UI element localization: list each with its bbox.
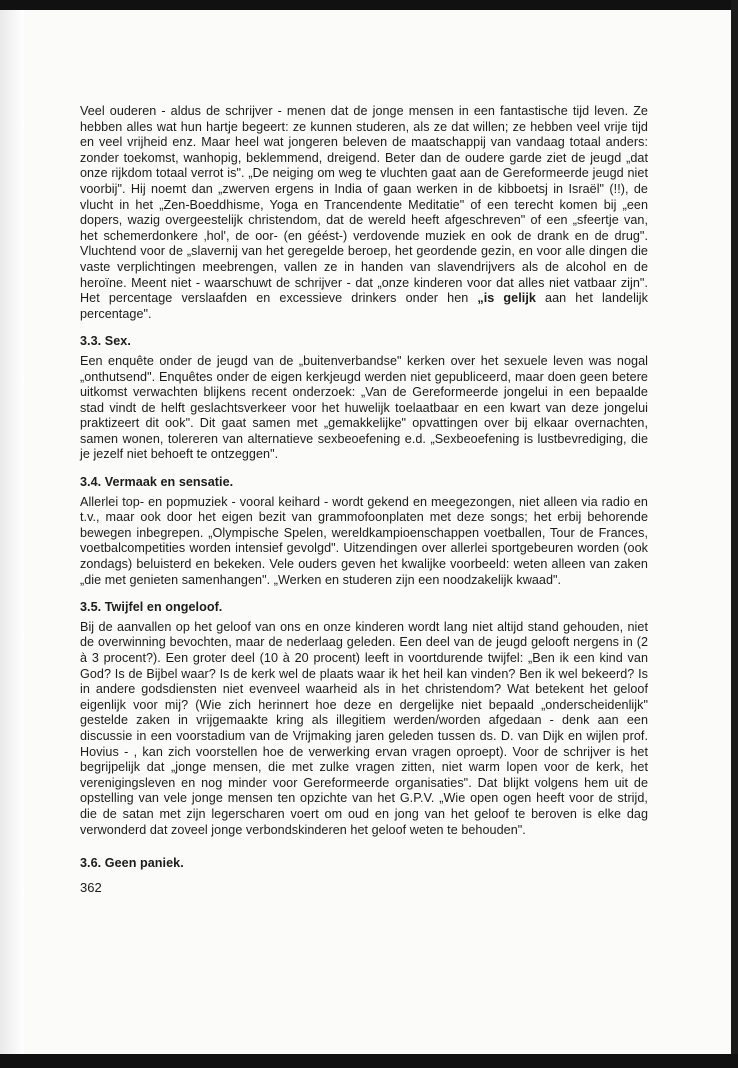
intro-bold-phrase: „is gelijk — [477, 291, 536, 306]
section-paragraph-vermaak: Allerlei top- en popmuziek - vooral keihard - wordt gekend en meegezongen, niet alleen via radio en t.v., maar ook door het eigen bezit van grammofoonplaten met deze songs; het erbij behorende bewegen inbegrepen. „Olympische Spelen, wereldkampioenschappen voetballen, Tour de Frances, voetbalcompetities worden intensief gevolgd". Uitzendingen over allerlei sportgebeuren worden (ook zondags) beluisterd en bekeken. Vele ouders geven het kwalijke voorbeeld: weten alleen van zaken „die met genieten samenhangen". „Werken en studeren zijn een noodzakelijk kwaad". — [80, 494, 648, 587]
intro-text: Veel ouderen - aldus de schrijver - menen dat de jonge mensen in een fantastische tijd leven. Ze hebben alles wat hun hartje begeert: ze kunnen studeren, als ze dat willen; ze hebben veel vrije tijd en veel vrijheid enz. Maar heel wat jongeren beleven de maatschappij van vandaag totaal anders: zonder toekomst, wanhopig, beklemmend, dreigend. Beter dan de oudere garde ziet de jeugd „dat onze rijkdom totaal verrot is". „De neiging om weg te vluchten gaat aan de Gereformeerde jeugd niet voorbij". Hij noemt dan „zwerven ergens in India of gaan werken in de kibboetsj in Israël" (!!), de vlucht in het „Zen-Boeddhisme, Yoga en Trancendente Meditatie" of een terecht komen bij „een dopers, wazig overgeestelijk christendom, dat de wereld heeft afgeschreven" of een „sfeertje van, het schemerdonkere ‚hol', de oor- (en géést-) verdovende muziek en ook de drank en de drug". Vluchtend voor de „slavernij van het geregelde beroep, het geordende gezin, en voor alle dingen die vaste verplichtingen meebrengen, vallen ze in handen van slavendrijvers als de alcohol en de heroïne. Meent niet - waarschuwt de schrijver - dat „onze kinderen voor dat alles niet vatbaar zijn". Het percentage verslaafden en excessieve drinkers onder hen — [80, 104, 648, 306]
section-paragraph-sex: Een enquête onder de jeugd van de „buitenverbandse" kerken over het sexuele leven was nogal „onthutsend". Enquêtes onder de eigen kerkjeugd werden niet gepubliceerd, maar doen geen betere uitkomst verwachten blijkens recent onderzoek: „Van de Gereformeerde jongelui in een bepaalde stad vindt de helft geslachtsverkeer voor het huwelijk toelaatbaar en een kwart van deze jongelui praktizeert dit ook". Dit gaat samen met „gemakkelijke" opvattingen over bij elkaar overnachten, samen wonen, tolereren van alternatieve sexbeoefening e.d. „Sexbeoefening is lustbevrediging, die je jezelf niet behoeft te ontzeggen". — [80, 353, 648, 462]
section-heading-geen-paniek: 3.6. Geen paniek. — [80, 856, 184, 871]
intro-text-end: aan het landelijk percentage". — [80, 291, 648, 321]
page-number: 362 — [80, 879, 102, 895]
section-heading-twijfel: 3.5. Twijfel en ongeloof. — [80, 600, 223, 615]
scan-border-right — [731, 0, 738, 1068]
page-content — [80, 104, 648, 895]
section-paragraph-twijfel: Bij de aanvallen op het geloof van ons en onze kinderen wordt lang niet altijd stand gehouden, niet de overwinning bevochten, maar de nederlaag geleden. Een deel van de jeugd gelooft nergens in (2 à 3 procent?). Een groter deel (10 à 20 procent) leeft in voortdurende twijfel: „Ben ik een kind van God? Is de Bijbel waar? Is de kerk wel de plaats waar ik het heil kan vinden? Ben ik wel bekeerd? Is in andere godsdiensten niet evenveel waarheid als in het christendom? Wat betekent het geloof eigenlijk voor mij? (Wie zich herinnert hoe deze en dergelijke niet bepaald „onderscheidenlijk" gestelde zaken in vrijgemaakte kring als illegitiem werden/worden afgedaan - denk aan een discussie in een voorstadium van de Vrijmaking jaren geleden tussen ds. D. van Dijk en wijlen prof. Hovius - , kan zich voorstellen hoe de verwerking ervan vragen oproept). Voor de schrijver is het begrijpelijk dat „jonge mensen, die met zulke vragen zitten, niet warm lopen voor de kerk, het verenigingsleven en nog minder voor Gereformeerde organisaties". Dat blijkt volgens hem uit de opstelling van vele jonge mensen ten opzichte van het G.P.V. „Wie open ogen heeft voor de strijd, die de satan met zijn legerscharen voert om oud en jong van het geloof te beroven is elke dag verwonderd dat zoveel jonge verbondskinderen het geloof weten te behouden". — [80, 619, 648, 837]
section-heading-sex: 3.3. Sex. — [80, 334, 131, 349]
section-heading-vermaak: 3.4. Vermaak en sensatie. — [80, 475, 234, 490]
scan-border-top — [0, 0, 738, 10]
scan-shadow-left — [0, 10, 24, 1054]
scan-border-bottom — [0, 1054, 738, 1068]
intro-paragraph — [80, 104, 648, 322]
